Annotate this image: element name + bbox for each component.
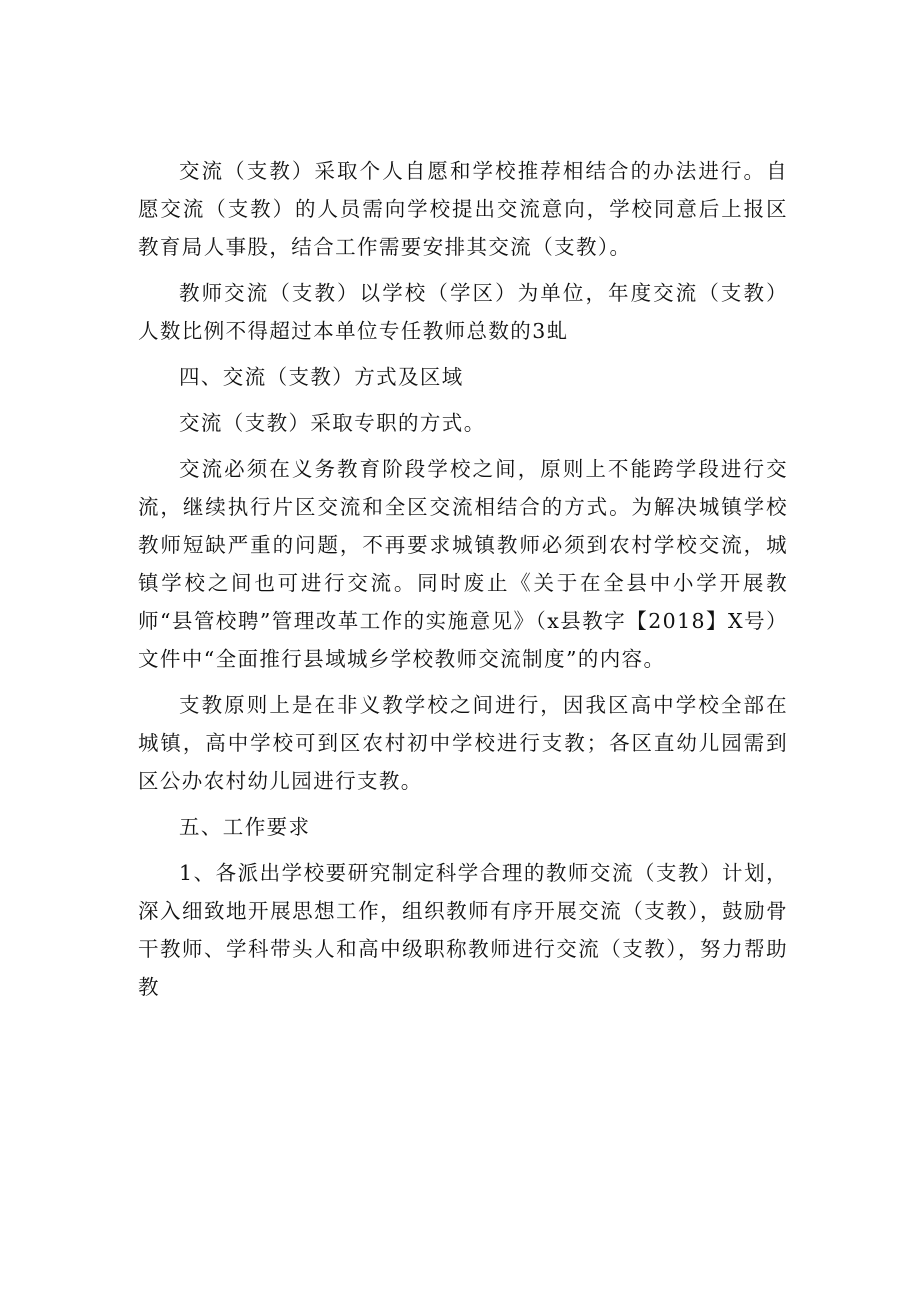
section-heading-five: 五、工作要求: [179, 815, 311, 839]
paragraph-exchange-method: 交流（支教）采取个人自愿和学校推荐相结合的办法进行。自愿交流（支教）的人员需向学校提出交流意向，学校同意后上报区教育局人事股，结合工作需要安排其交流（支教）。: [138, 159, 788, 259]
paragraph-fulltime: 交流（支教）采取专职的方式。: [179, 411, 486, 435]
paragraph-requirement-1: 1、各派出学校要研究制定科学合理的教师交流（支教）计划，深入细致地开展思想工作，组织教师有序开展交流（支教），鼓励骨干教师、学科带头人和高中级职称教师进行交流（支教），努力帮助教: [138, 861, 788, 999]
paragraph-support-teaching: 支教原则上是在非义教学校之间进行，因我区高中学校全部在城镇，高中学校可到区农村初中学校进行支教；各区直幼儿园需到区公办农村幼儿园进行支教。: [138, 693, 788, 793]
paragraph-compulsory-exchange: 交流必须在义务教育阶段学校之间，原则上不能跨学段进行交流，继续执行片区交流和全区交流相结合的方式。为解决城镇学校教师短缺严重的问题，不再要求城镇教师必须到农村学校交流，城镇学校之间也可进行交流。同时废止《关于在全县中小学开展教师“县管校聘”管理改革工作的实施意见》（x县教字【2018】X号）文件中“全面推行县域城乡学校教师交流制度”的内容。: [138, 457, 788, 671]
document-body: [138, 152, 788, 1014]
paragraph-exchange-ratio: 教师交流（支教）以学校（学区）为单位，年度交流（支教）人数比例不得超过本单位专任教师总数的3虬: [138, 281, 788, 343]
section-heading-four: 四、交流（支教）方式及区域: [179, 365, 464, 389]
